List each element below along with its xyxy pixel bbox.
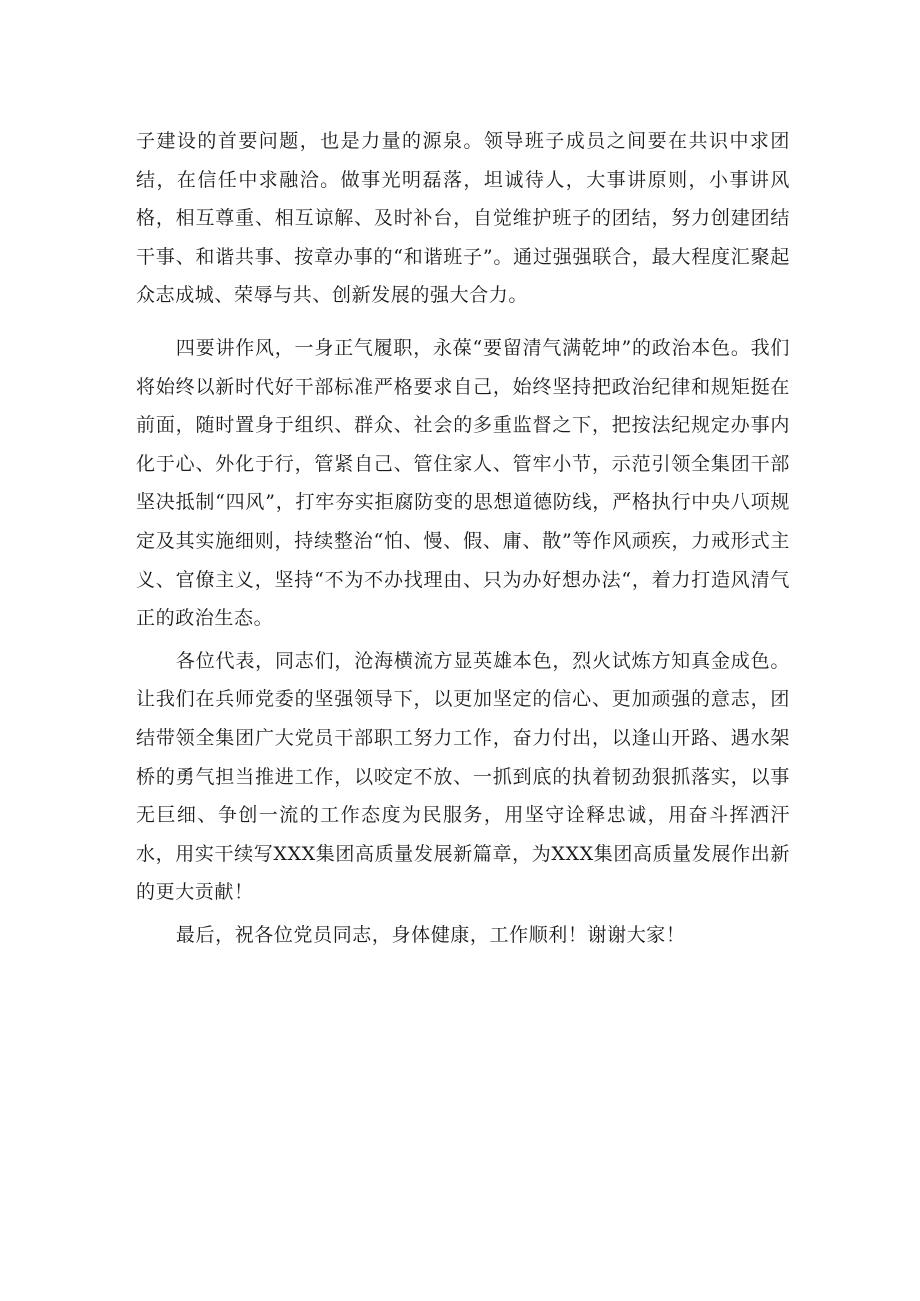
paragraph-closing-appeal: 各位代表，同志们，沧海横流方显英雄本色，烈火试炼方知真金成色。让我们在兵师党委的坚强领导下，以更加坚定的信心、更加顽强的意志，团结带领全集团广大党员干部职工努力工作，奋力付出，以逢山开路、遇水架桥的勇气担当推进工作，以咬定不放、一抓到底的执着韧劲狠抓落实，以事无巨细、争创一流的工作态度为民服务，用坚守诠释忠诚，用奋斗挥洒汗水，用实干续写XXX集团高质量发展新篇章，为XXX集团高质量发展作出新的更大贡献！ <box>136 649 790 904</box>
paragraph-work-style: 四要讲作风，一身正气履职，永葆“要留清气满乾坤”的政治本色。我们将始终以新时代好干部标准严格要求自己，始终坚持把政治纪律和规矩挺在前面，随时置身于组织、群众、社会的多重监督之下，把按法纪规定办事内化于心、外化于行，管紧自己、管住家人、管牢小节，示范引领全集团干部坚决抵制“四风”，打牢夯实拒腐防变的思想道德防线，严格执行中央八项规定及其实施细则，持续整治“怕、慢、假、庸、散”等作风顽疾，力戒形式主义、官僚主义，坚持“不为不办找理由、只为办好想办法“，着力打造风清气正的政治生态。 <box>136 336 790 630</box>
paragraph-final-wishes: 最后，祝各位党员同志，身体健康，工作顺利！谢谢大家！ <box>175 923 686 946</box>
paragraph-continued: 子建设的首要问题，也是力量的源泉。领导班子成员之间要在共识中求团结，在信任中求融洽。做事光明磊落，坦诚待人，大事讲原则，小事讲风格，相互尊重、相互谅解、及时补台，自觉维护班子的团结，努力创建团结干事、和谐共事、按章办事的“和谐班子”。通过强强联合，最大程度汇聚起众志成城、荣辱与共、创新发展的强大合力。 <box>136 130 790 307</box>
paragraph-spacer <box>136 315 790 329</box>
document-body <box>136 122 790 954</box>
